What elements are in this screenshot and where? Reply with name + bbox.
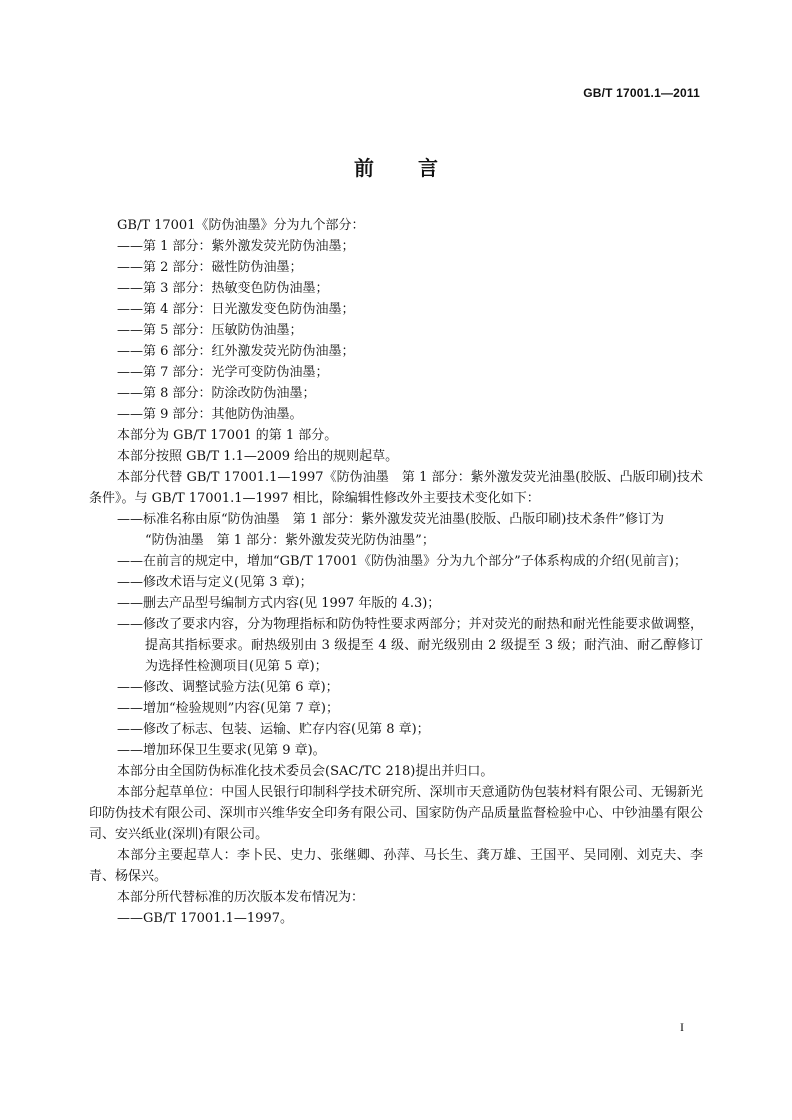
title-char-2: 言 bbox=[418, 156, 438, 180]
paragraph: 本部分为 GB/T 17001 的第 1 部分。 bbox=[117, 428, 338, 443]
change-item: ——修改术语与定义(见第 3 章)； bbox=[117, 575, 313, 590]
change-item: ——修改、调整试验方法(见第 6 章)； bbox=[117, 680, 339, 695]
list-item: ——第 7 部分：光学可变防伪油墨； bbox=[117, 365, 329, 380]
paragraph: 本部分代替 GB/T 17001.1—1997《防伪油墨 第 1 部分：紫外激发荧光油墨(胶版、凸版印刷)技术条件》。与 GB/T 17001.1—1997 相比，除编辑性修改外主要技术变化如下： bbox=[89, 470, 703, 506]
intro-paragraph: GB/T 17001《防伪油墨》分为九个部分： bbox=[117, 218, 365, 233]
history-item: ——GB/T 17001.1—1997。 bbox=[117, 911, 293, 926]
paragraph: 本部分起草单位：中国人民银行印制科学技术研究所、深圳市天意通防伪包装材料有限公司、无锡新光印防伪技术有限公司、深圳市兴维华安全印务有限公司、国家防伪产品质量监督检验中心、中钞油墨有限公司、安兴纸业(深圳)有限公司。 bbox=[89, 785, 703, 842]
list-item: ——第 3 部分：热敏变色防伪油墨； bbox=[117, 281, 329, 296]
paragraph: 本部分按照 GB/T 1.1—2009 给出的规则起草。 bbox=[117, 449, 399, 464]
change-item: ——标准名称由原“防伪油墨 第 1 部分：紫外激发荧光油墨(胶版、凸版印刷)技术条件”修订为 bbox=[117, 512, 664, 527]
list-item: ——第 6 部分：红外激发荧光防伪油墨； bbox=[117, 344, 355, 359]
title-char-1: 前 bbox=[354, 156, 374, 180]
standard-number: GB/T 17001.1—2011 bbox=[583, 86, 700, 100]
paragraph: 本部分由全国防伪标准化技术委员会(SAC/TC 218)提出并归口。 bbox=[117, 764, 494, 779]
paragraph: 本部分所代替标准的历次版本发布情况为： bbox=[117, 890, 365, 905]
change-item: ——修改了标志、包装、运输、贮存内容(见第 8 章)； bbox=[117, 722, 430, 737]
list-item: ——第 9 部分：其他防伪油墨。 bbox=[117, 407, 303, 422]
change-item: ——增加“检验规则”内容(见第 7 章)； bbox=[117, 701, 339, 716]
list-item: ——第 4 部分：日光激发变色防伪油墨； bbox=[117, 302, 355, 317]
list-item: ——第 1 部分：紫外激发荧光防伪油墨； bbox=[117, 239, 355, 254]
change-item: ——删去产品型号编制方式内容(见 1997 年版的 4.3)； bbox=[117, 596, 441, 611]
paragraph: 本部分主要起草人：李卜民、史力、张继卿、孙萍、马长生、龚万雄、王国平、吴同刚、刘克夫、李青、杨保兴。 bbox=[89, 848, 703, 884]
change-item: ——修改了要求内容，分为物理指标和防伪特性要求两部分；并对荧光的耐热和耐光性能要求做调整，提高其指标要求。耐热级别由 3 级提至 4 级、耐光级别由 2 级提至 3 级；耐汽油、耐乙醇修订为选择性检测项目(见第 5 章)； bbox=[117, 617, 703, 674]
document-body bbox=[89, 215, 703, 929]
change-item-continuation: “防伪油墨 第 1 部分：紫外激发荧光防伪油墨”； bbox=[145, 533, 435, 548]
page-title bbox=[0, 152, 792, 181]
page-number: I bbox=[680, 1020, 684, 1034]
change-item: ——在前言的规定中，增加“GB/T 17001《防伪油墨》分为九个部分”子体系构成的介绍(见前言)； bbox=[117, 554, 687, 569]
list-item: ——第 5 部分：压敏防伪油墨； bbox=[117, 323, 303, 338]
list-item: ——第 8 部分：防涂改防伪油墨； bbox=[117, 386, 316, 401]
list-item: ——第 2 部分：磁性防伪油墨； bbox=[117, 260, 303, 275]
change-item: ——增加环保卫生要求(见第 9 章)。 bbox=[117, 743, 326, 758]
